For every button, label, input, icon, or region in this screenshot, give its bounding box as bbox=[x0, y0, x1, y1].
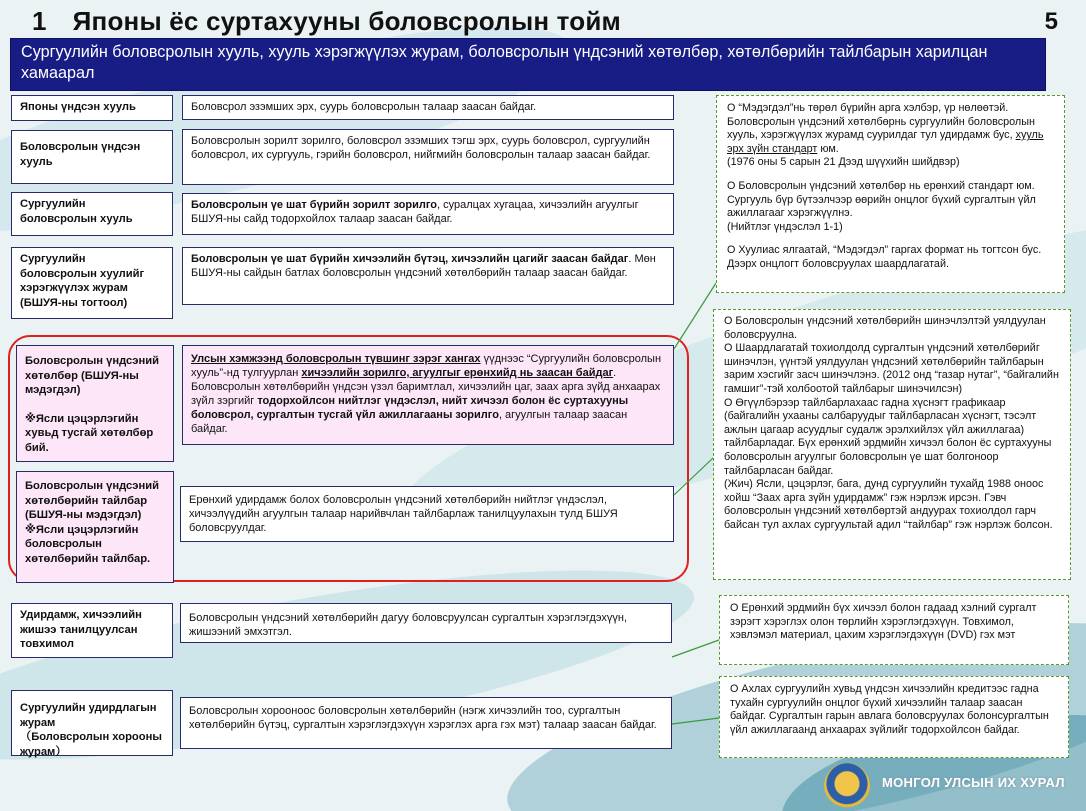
label-text: Удирдамж, хичээлийн жишээ танилцуулсан товхимол bbox=[20, 609, 142, 650]
label-guide-booklet bbox=[11, 603, 173, 658]
note-paragraph: О Боловсролын үндсэний хөтөлбөрийн шинэчлэлтэй уялдуулан боловсруулна. bbox=[724, 315, 1046, 341]
desc-text: . Мөн БШУЯ-ны сайдын батлах боловсролын үндсэний хөтөлбөрийн талаар заасан байдаг. bbox=[191, 253, 656, 279]
label-school-education-law bbox=[11, 192, 173, 236]
desc-school-management bbox=[180, 697, 672, 749]
footer-logo bbox=[816, 759, 1086, 811]
desc-basic-education-law bbox=[182, 129, 674, 185]
desc-constitution bbox=[182, 95, 674, 120]
note-underline: хууль эрх зүйн стандарт bbox=[727, 129, 1044, 155]
label-constitution bbox=[11, 95, 173, 121]
desc-bold-3: тодорхойлсон нийтлэг үндэслэл, нийт хичээл болон ёс суртахууны боловсрол, сургалтын тусгай үйл ажиллагааны зорилго bbox=[191, 395, 629, 421]
note-high-school bbox=[719, 676, 1069, 758]
label-enforcement-regulation bbox=[11, 247, 173, 319]
label-curriculum-commentary bbox=[16, 471, 174, 583]
desc-text: Боловсролын үндсэний хөтөлбөрийн дагуу боловсруулсан сургалтын хэрэглэгдэхүүн, жишээний эмхэтгэл. bbox=[189, 612, 628, 638]
desc-school-education-law bbox=[182, 193, 674, 235]
note-teaching-materials bbox=[719, 595, 1069, 665]
desc-bold: Боловсролын үе шат бүрийн хичээлийн бүтэц, хичээлийн цагийг заасан байдаг bbox=[191, 253, 629, 265]
label-school-management bbox=[11, 690, 173, 756]
desc-enforcement-regulation bbox=[182, 247, 674, 305]
note-paragraph: О Өгүүлбэрээр тайлбарлахаас гадна хүснэгт графикаар (байгалийн ухааны салбаруудыг тайлбарласан хүснэгт, тэсэлт ажлын цагаар асуудлыг судалж эрэлхийлэх үйл ажиллагаа) тайлбарладаг. Бүх ерөнхий эрдмийн хичээл болон ёс суртахууны боловсролын агуулгыг боловсролын үе шат болгоноор тайлбарласан байдаг. bbox=[724, 396, 1052, 477]
desc-text-2: . Боловсролын хөтөлбөрийн үндсэн үзэл баримтлал, хичээлийн цаг, заах арга зүйд анхаарах зүйл зэргийг bbox=[191, 367, 661, 407]
parliament-emblem-icon bbox=[824, 763, 870, 809]
label-text: Японы үндсэн хууль bbox=[20, 101, 136, 113]
desc-underline-2: хичээлийн зорилго, агуулгыг ерөнхийд нь заасан байдаг bbox=[301, 367, 614, 379]
note-paragraph: О Хуулиас ялгаатай, “Мэдэгдэл” гаргах формат нь тогтсон бус. Дээрх онцлогт боловсруулах шаардлагатай. bbox=[727, 244, 1042, 270]
note-citation: (1976 оны 5 сарын 21 Дээд шүүхийн шийдвэр) bbox=[727, 156, 960, 169]
label-note: ※Ясли цэцэрлэгийн боловсролын хөтөлбөрийн тайлбар. bbox=[25, 523, 151, 565]
label-text: Боловсролын үндсэний хөтөлбөр (БШУЯ-ны мэдэгдэл) bbox=[25, 355, 159, 396]
desc-curriculum bbox=[182, 345, 674, 445]
desc-text: Боловсролын хорооноос боловсролын хөтөлбөрийн (нэгж хичээлийн тоо, сургалтын хөтөлбөрийн бүтэц, сургалтын хэрэглэгдэхүүн хэрэглэх арга гэх мэт) талаар заасан байдаг. bbox=[189, 705, 657, 731]
label-basic-education-law bbox=[11, 130, 173, 184]
desc-text: , суралцах хугацаа, хичээлийн агуулгыг БШУЯ-ны сайд тодорхойлох талаар заасан байдаг. bbox=[191, 199, 639, 225]
note-curriculum-legal bbox=[716, 95, 1065, 293]
desc-text: Боловсрол эзэмших эрх, суурь боловсролын талаар заасан байдаг. bbox=[191, 101, 537, 113]
desc-text-1: үүднээс “Сургуулийн боловсролын хууль”-нд тулгуурлан bbox=[191, 353, 662, 379]
label-text: Сургуулийн боловсролын хуулийг хэрэгжүүлэх журам (БШУЯ-ны тогтоол) bbox=[20, 253, 145, 309]
label-text: Сургуулийн удирдлагын журам （Боловсролын хорооны журам） bbox=[20, 702, 162, 758]
page-number: 5 bbox=[1044, 8, 1058, 35]
note-paragraph: О Ерөнхий эрдмийн бүх хичээл болон гадаад хэлний сургалт зэрэгт хэрэглэх олон төрлийн хэрэглэгдэхүүн. Товхимол, хэвлэмэл материал, цахим хэрэглэгдэхүүн (DVD) гэх мэт bbox=[730, 602, 1037, 642]
note-commentary-details bbox=[713, 309, 1071, 580]
label-text: Боловсролын үндсэн хууль bbox=[20, 141, 141, 168]
note-text: юм. bbox=[817, 142, 839, 155]
subtitle-banner: Сургуулийн боловсролын хууль, хууль хэрэгжүүлэх журам, боловсролын үндсэний хөтөлбөр, хөтөлбөрийн тайлбарын харилцан хамаарал bbox=[10, 38, 1046, 91]
desc-guide-booklet bbox=[180, 603, 672, 643]
note-text: О “Мэдэгдэл”нь төрөл бүрийн арга хэлбэр, үр нөлөөтэй. Боловсролын үндсэний хөтөлбөрнь сургуулийн боловсролын хууль, хэрэгжүүлэх журамд суурилдаг тул удирдамж бус, bbox=[727, 102, 1035, 142]
desc-text: Боловсролын зорилт зорилго, боловсрол эзэмших тэгш эрх, суурь боловсрол, сургуулийн боловсрол, их сургууль, гэрийн боловсрол, нийгмийн боловсролын талаар заасан байдаг. bbox=[191, 135, 651, 161]
note-paragraph: О Шаардлагатай тохиолдолд сургалтын үндсэний хөтөлбөрийг шинэчлэн, үүнтэй уялдуулан үндсэний хөтөлбөрийн тайлбарын зарим хэсгийг засч шинэчлэнэ. (2012 онд “газар нутаг”, “байгалийн гамшиг”-тэй холбоотой тайлбарыг шинэчилсэн) bbox=[724, 342, 1059, 395]
desc-text: Ерөнхий удирдамж болох боловсролын үндсэний хөтөлбөрийн нийтлэг үндэслэл, хичээлүүдийн агуулгын талаар нарийвчлан тайлбарлаж танилцуулахын тулд БШУЯ боловсруулдаг. bbox=[189, 494, 618, 534]
desc-bold: Боловсролын үе шат бүрийн зорилт зорилго bbox=[191, 199, 438, 211]
desc-text-3: , агуулгын талаар заасан байдаг. bbox=[191, 409, 628, 435]
page-title bbox=[32, 6, 621, 37]
label-note: ※Ясли цэцэрлэгийн хувьд тусгай хөтөлбөр бий. bbox=[25, 412, 154, 454]
label-curriculum bbox=[16, 345, 174, 462]
note-paragraph: О Боловсролын үндсэний хөтөлбөр нь ерөнхий стандарт юм. Сургууль бүр бүтээлчээр өөрийн онцлог бүхий сургалтын үйл ажиллагааг хэрэгжүүлнэ. bbox=[727, 179, 1036, 220]
note-paragraph: (Жич) Ясли, цэцэрлэг, бага, дунд сургуулийн тухайд 1988 оноос хойш “Заах арга зүйн удирдамж” гэж нэрлэж ирсэн. Гэвч боловсролын үндсэний хөтөлбөртэй андуурах тохиолдол гарч байсан тул ахлах сургуультай адил “тайлбар” гэж нэрлэж болсон. bbox=[724, 478, 1053, 531]
label-text: Сургуулийн боловсролын хууль bbox=[20, 198, 133, 225]
note-citation: (Нийтлэг үндэслэл 1-1) bbox=[727, 220, 843, 233]
org-name: МОНГОЛ УЛСЫН ИХ ХУРАЛ bbox=[882, 775, 1065, 790]
label-text: Боловсролын үндсэний хөтөлбөрийн тайлбар (БШУЯ-ны мэдэгдэл) bbox=[25, 480, 159, 521]
title-text: Японы ёс суртахууны боловсролын тойм bbox=[72, 6, 621, 36]
note-paragraph bbox=[727, 102, 1054, 156]
desc-underline-1: Улсын хэмжээнд боловсролын түвшинг зэрэг хангах bbox=[191, 353, 481, 365]
note-paragraph: О Ахлах сургуулийн хувьд үндсэн хичээлийн кредитээс гадна тухайн сургуулийн онцлог бүхий хичээлийн талаар заасан байдаг. Сургалтын гарын авлага боловсруулах болонсургалтын үйл ажиллагаанд анхаарах зүйлийг тодорхойлсон байдаг. bbox=[730, 683, 1049, 736]
desc-curriculum-commentary bbox=[180, 486, 674, 542]
title-number: 1 bbox=[32, 6, 47, 36]
